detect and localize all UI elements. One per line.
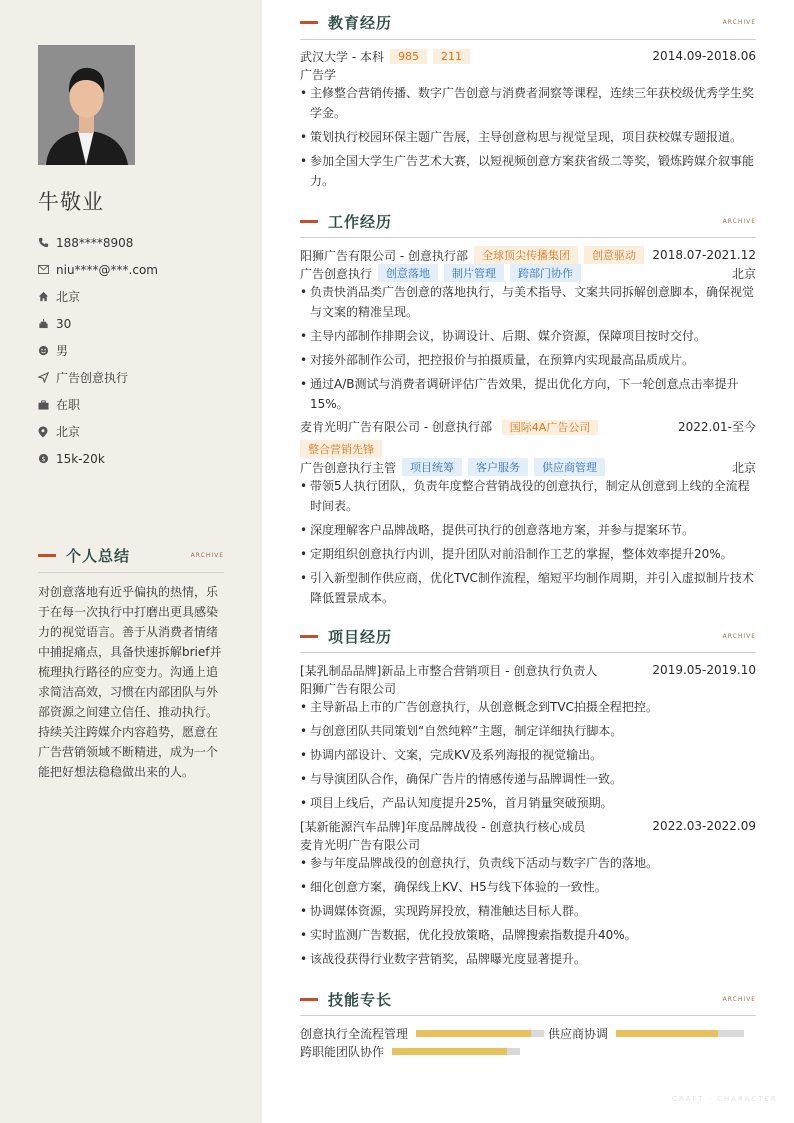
section-accent-bar bbox=[300, 21, 318, 24]
info-gender bbox=[38, 337, 238, 364]
projects-title: 项目经历 bbox=[328, 628, 393, 646]
skill-level-fill bbox=[616, 1030, 718, 1037]
skill-level-bar bbox=[616, 1030, 744, 1037]
list-item: • 该战役获得行业数字营销奖，品牌曝光度显著提升。 bbox=[300, 949, 756, 969]
school-name: 武汉大学 - 本科 bbox=[300, 49, 384, 64]
list-item: • 实时监测广告数据，优化投放策略，品牌搜索指数提升40%。 bbox=[300, 925, 756, 945]
email-text: niu****@***.com bbox=[56, 262, 158, 277]
summary-header bbox=[38, 545, 224, 566]
info-status bbox=[38, 391, 238, 418]
gender-text: 男 bbox=[56, 344, 69, 358]
status-text: 在职 bbox=[56, 398, 81, 412]
position-tag: 跨部门协作 bbox=[510, 264, 581, 282]
list-item: • 参与年度品牌战役的创意执行，负责线下活动与数字广告的落地。 bbox=[300, 853, 756, 873]
skill-level-bar bbox=[416, 1030, 544, 1037]
job-date: 2018.07-2021.12 bbox=[652, 248, 756, 262]
section-accent-bar bbox=[300, 220, 318, 223]
education-header bbox=[300, 12, 756, 33]
home-icon bbox=[38, 291, 56, 302]
info-age bbox=[38, 310, 238, 337]
project-company-row bbox=[300, 835, 756, 853]
location-icon bbox=[38, 426, 56, 438]
skill-item bbox=[548, 1024, 744, 1042]
list-item: • 引入新型制作供应商，优化TVC制作流程，缩短平均制作周期，并引入虚拟制片技术降低置景成本。 bbox=[300, 568, 756, 608]
position-text: 广告创意执行 bbox=[56, 371, 129, 385]
info-phone bbox=[38, 229, 238, 256]
project-2 bbox=[300, 817, 756, 973]
education-row bbox=[300, 47, 756, 65]
skill-name: 创意执行全流程管理 bbox=[300, 1026, 409, 1041]
job-date: 2022.01-至今 bbox=[678, 420, 756, 434]
section-divider bbox=[300, 652, 756, 653]
list-item: • 主导新品上市的广告创意执行，从创意概念到TVC拍摄全程把控。 bbox=[300, 697, 756, 717]
info-email bbox=[38, 256, 238, 283]
project-date: 2019.05-2019.10 bbox=[652, 663, 756, 677]
skills-header bbox=[300, 989, 756, 1010]
phone-text: 188****8908 bbox=[56, 235, 134, 250]
section-divider bbox=[300, 39, 756, 40]
list-item: • 深度理解客户品牌战略，提供可执行的创意落地方案，并参与提案环节。 bbox=[300, 520, 756, 540]
archive-label: ARCHIVE bbox=[722, 633, 756, 640]
briefcase-icon bbox=[38, 400, 56, 410]
project-company: 阳狮广告有限公司 bbox=[300, 681, 397, 696]
skill-level-fill bbox=[416, 1030, 531, 1037]
list-item: • 协调内部设计、文案，完成KV及系列海报的视觉输出。 bbox=[300, 745, 756, 765]
archive-label: ARCHIVE bbox=[722, 19, 756, 26]
list-item: • 定期组织创意执行内训，提升团队对前沿制作工艺的掌握，整体效率提升20%。 bbox=[300, 544, 756, 564]
contact-info bbox=[38, 229, 238, 472]
list-item: • 通过A/B测试与消费者调研评估广告效果，提出优化方向，下一轮创意点击率提升15%。 bbox=[300, 374, 756, 414]
profile-photo bbox=[38, 45, 135, 165]
list-item: • 协调媒体资源，实现跨屏投放，精准触达目标人群。 bbox=[300, 901, 756, 921]
major: 广告学 bbox=[300, 67, 337, 82]
major-row bbox=[300, 65, 756, 83]
company-tag: 整合营销先锋 bbox=[300, 440, 382, 458]
skills-title: 技能专长 bbox=[328, 991, 393, 1009]
work-section-2 bbox=[300, 418, 756, 612]
section-divider bbox=[300, 1015, 756, 1016]
send-icon bbox=[38, 372, 56, 383]
work-section bbox=[300, 246, 756, 418]
job-city: 北京 bbox=[731, 460, 756, 475]
position-tag: 供应商管理 bbox=[534, 458, 605, 476]
info-location bbox=[38, 418, 238, 445]
project-company: 麦肯光明广告有限公司 bbox=[300, 837, 421, 852]
job-position-row bbox=[300, 264, 756, 282]
projects-header bbox=[300, 626, 756, 647]
list-item: • 项目上线后，产品认知度提升25%，首月销量突破预期。 bbox=[300, 793, 756, 813]
education-date: 2014.09-2018.06 bbox=[652, 49, 756, 63]
list-item: • 策划执行校园环保主题广告展，主导创意构思与视觉呈现，项目获校媒专题报道。 bbox=[300, 127, 756, 147]
list-item: • 主修整合营销传播、数字广告创意与消费者洞察等课程，连续三年获校级优秀学生奖学金。 bbox=[300, 83, 756, 123]
gender-icon bbox=[38, 345, 56, 356]
education-section bbox=[300, 47, 756, 195]
list-item: • 对接外部制作公司，把控报价与拍摄质量，在预算内实现最高品质成片。 bbox=[300, 350, 756, 370]
list-item: • 负责快消品类广告创意的落地执行，与美术指导、文案共同拆解创意脚本，确保视觉与文案的精准呈现。 bbox=[300, 282, 756, 322]
position-tag: 制片管理 bbox=[444, 264, 504, 282]
archive-label: ARCHIVE bbox=[722, 996, 756, 1003]
cake-icon bbox=[38, 318, 56, 329]
svg-text:$: $ bbox=[41, 454, 46, 463]
location-text: 北京 bbox=[56, 425, 81, 439]
project-1 bbox=[300, 661, 756, 817]
company-tag: 创意驱动 bbox=[584, 246, 644, 264]
summary-text: 对创意落地有近乎偏执的热情，乐于在每一次执行中打磨出更具感染力的视觉语言。善于从消费者情绪中捕捉痛点，具备快速拆解brief并梳理执行路径的应变力。沟通上追求简洁高效，习惯在内部团队与外部资源之间建立信任、推动执行。持续关注跨媒介内容趋势，愿意在广告营销领域不断精进，成为一个能把好想法稳稳做出来的人。 bbox=[38, 585, 222, 779]
list-item: • 主导内部制作排期会议，协调设计、后期、媒介资源，保障项目按时交付。 bbox=[300, 326, 756, 346]
company-tag: 全球顶尖传播集团 bbox=[474, 246, 578, 264]
home-text: 北京 bbox=[56, 290, 81, 304]
company-name: 阳狮广告有限公司 - 创意执行部 bbox=[300, 248, 468, 263]
info-position bbox=[38, 364, 238, 391]
list-item: • 与创意团队共同策划“自然纯粹”主题，制定详细执行脚本。 bbox=[300, 721, 756, 741]
education-title: 教育经历 bbox=[328, 14, 393, 32]
candidate-name: 牛敬业 bbox=[38, 190, 104, 214]
school-tag: 985 bbox=[390, 49, 427, 64]
company-tag: 国际4A广告公司 bbox=[502, 420, 599, 435]
list-item: • 参加全国大学生广告艺术大赛，以短视频创意方案获省级二等奖，锻炼跨媒介叙事能力。 bbox=[300, 151, 756, 191]
project-name-row bbox=[300, 817, 756, 835]
job-city: 北京 bbox=[731, 266, 756, 281]
skill-name: 供应商协调 bbox=[548, 1026, 609, 1041]
job-position: 广告创意执行 bbox=[300, 266, 373, 281]
list-item: • 带领5人执行团队，负责年度整合营销战役的创意执行，制定从创意到上线的全流程时间表。 bbox=[300, 476, 756, 516]
school-tag: 211 bbox=[433, 49, 470, 64]
summary-title: 个人总结 bbox=[66, 547, 131, 565]
salary-icon bbox=[38, 453, 56, 464]
section-accent-bar bbox=[38, 554, 56, 557]
salary-text: 15k-20k bbox=[56, 451, 105, 466]
section-accent-bar bbox=[300, 998, 318, 1001]
project-name: [某新能源汽车品牌]年度品牌战役 - 创意执行核心成员 bbox=[300, 819, 586, 834]
skill-item bbox=[300, 1024, 544, 1042]
archive-label: ARCHIVE bbox=[722, 218, 756, 225]
sidebar bbox=[0, 0, 262, 1123]
position-tag: 客户服务 bbox=[468, 458, 528, 476]
job-position-row bbox=[300, 458, 756, 476]
skill-name: 跨职能团队协作 bbox=[300, 1044, 385, 1059]
project-name: [某乳制品品牌]新品上市整合营销项目 - 创意执行负责人 bbox=[300, 663, 598, 678]
age-text: 30 bbox=[56, 316, 72, 331]
phone-icon bbox=[38, 237, 56, 248]
watermark: CRAFT · CHARACTER bbox=[672, 1095, 778, 1103]
archive-label: ARCHIVE bbox=[190, 552, 224, 559]
list-item: • 与导演团队合作，确保广告片的情感传递与品牌调性一致。 bbox=[300, 769, 756, 789]
project-company-row bbox=[300, 679, 756, 697]
project-date: 2022.03-2022.09 bbox=[652, 819, 756, 833]
job-position: 广告创意执行主管 bbox=[300, 460, 397, 475]
info-salary bbox=[38, 445, 238, 472]
mail-icon bbox=[38, 265, 56, 274]
work-header bbox=[300, 211, 756, 232]
position-tag: 创意落地 bbox=[378, 264, 438, 282]
project-name-row bbox=[300, 661, 756, 679]
section-accent-bar bbox=[300, 635, 318, 638]
work-title: 工作经历 bbox=[328, 213, 393, 231]
position-tag: 项目统筹 bbox=[402, 458, 462, 476]
list-item: • 细化创意方案，确保线上KV、H5与线下体验的一致性。 bbox=[300, 877, 756, 897]
skill-level-bar bbox=[392, 1048, 520, 1055]
section-divider bbox=[300, 237, 756, 238]
section-divider bbox=[38, 572, 224, 573]
info-home bbox=[38, 283, 238, 310]
company-name: 麦肯光明广告有限公司 - 创意执行部 bbox=[300, 420, 492, 434]
job-company-row bbox=[300, 246, 756, 264]
skill-item bbox=[300, 1042, 520, 1060]
skill-level-fill bbox=[392, 1048, 507, 1055]
job-company-row bbox=[300, 418, 756, 458]
